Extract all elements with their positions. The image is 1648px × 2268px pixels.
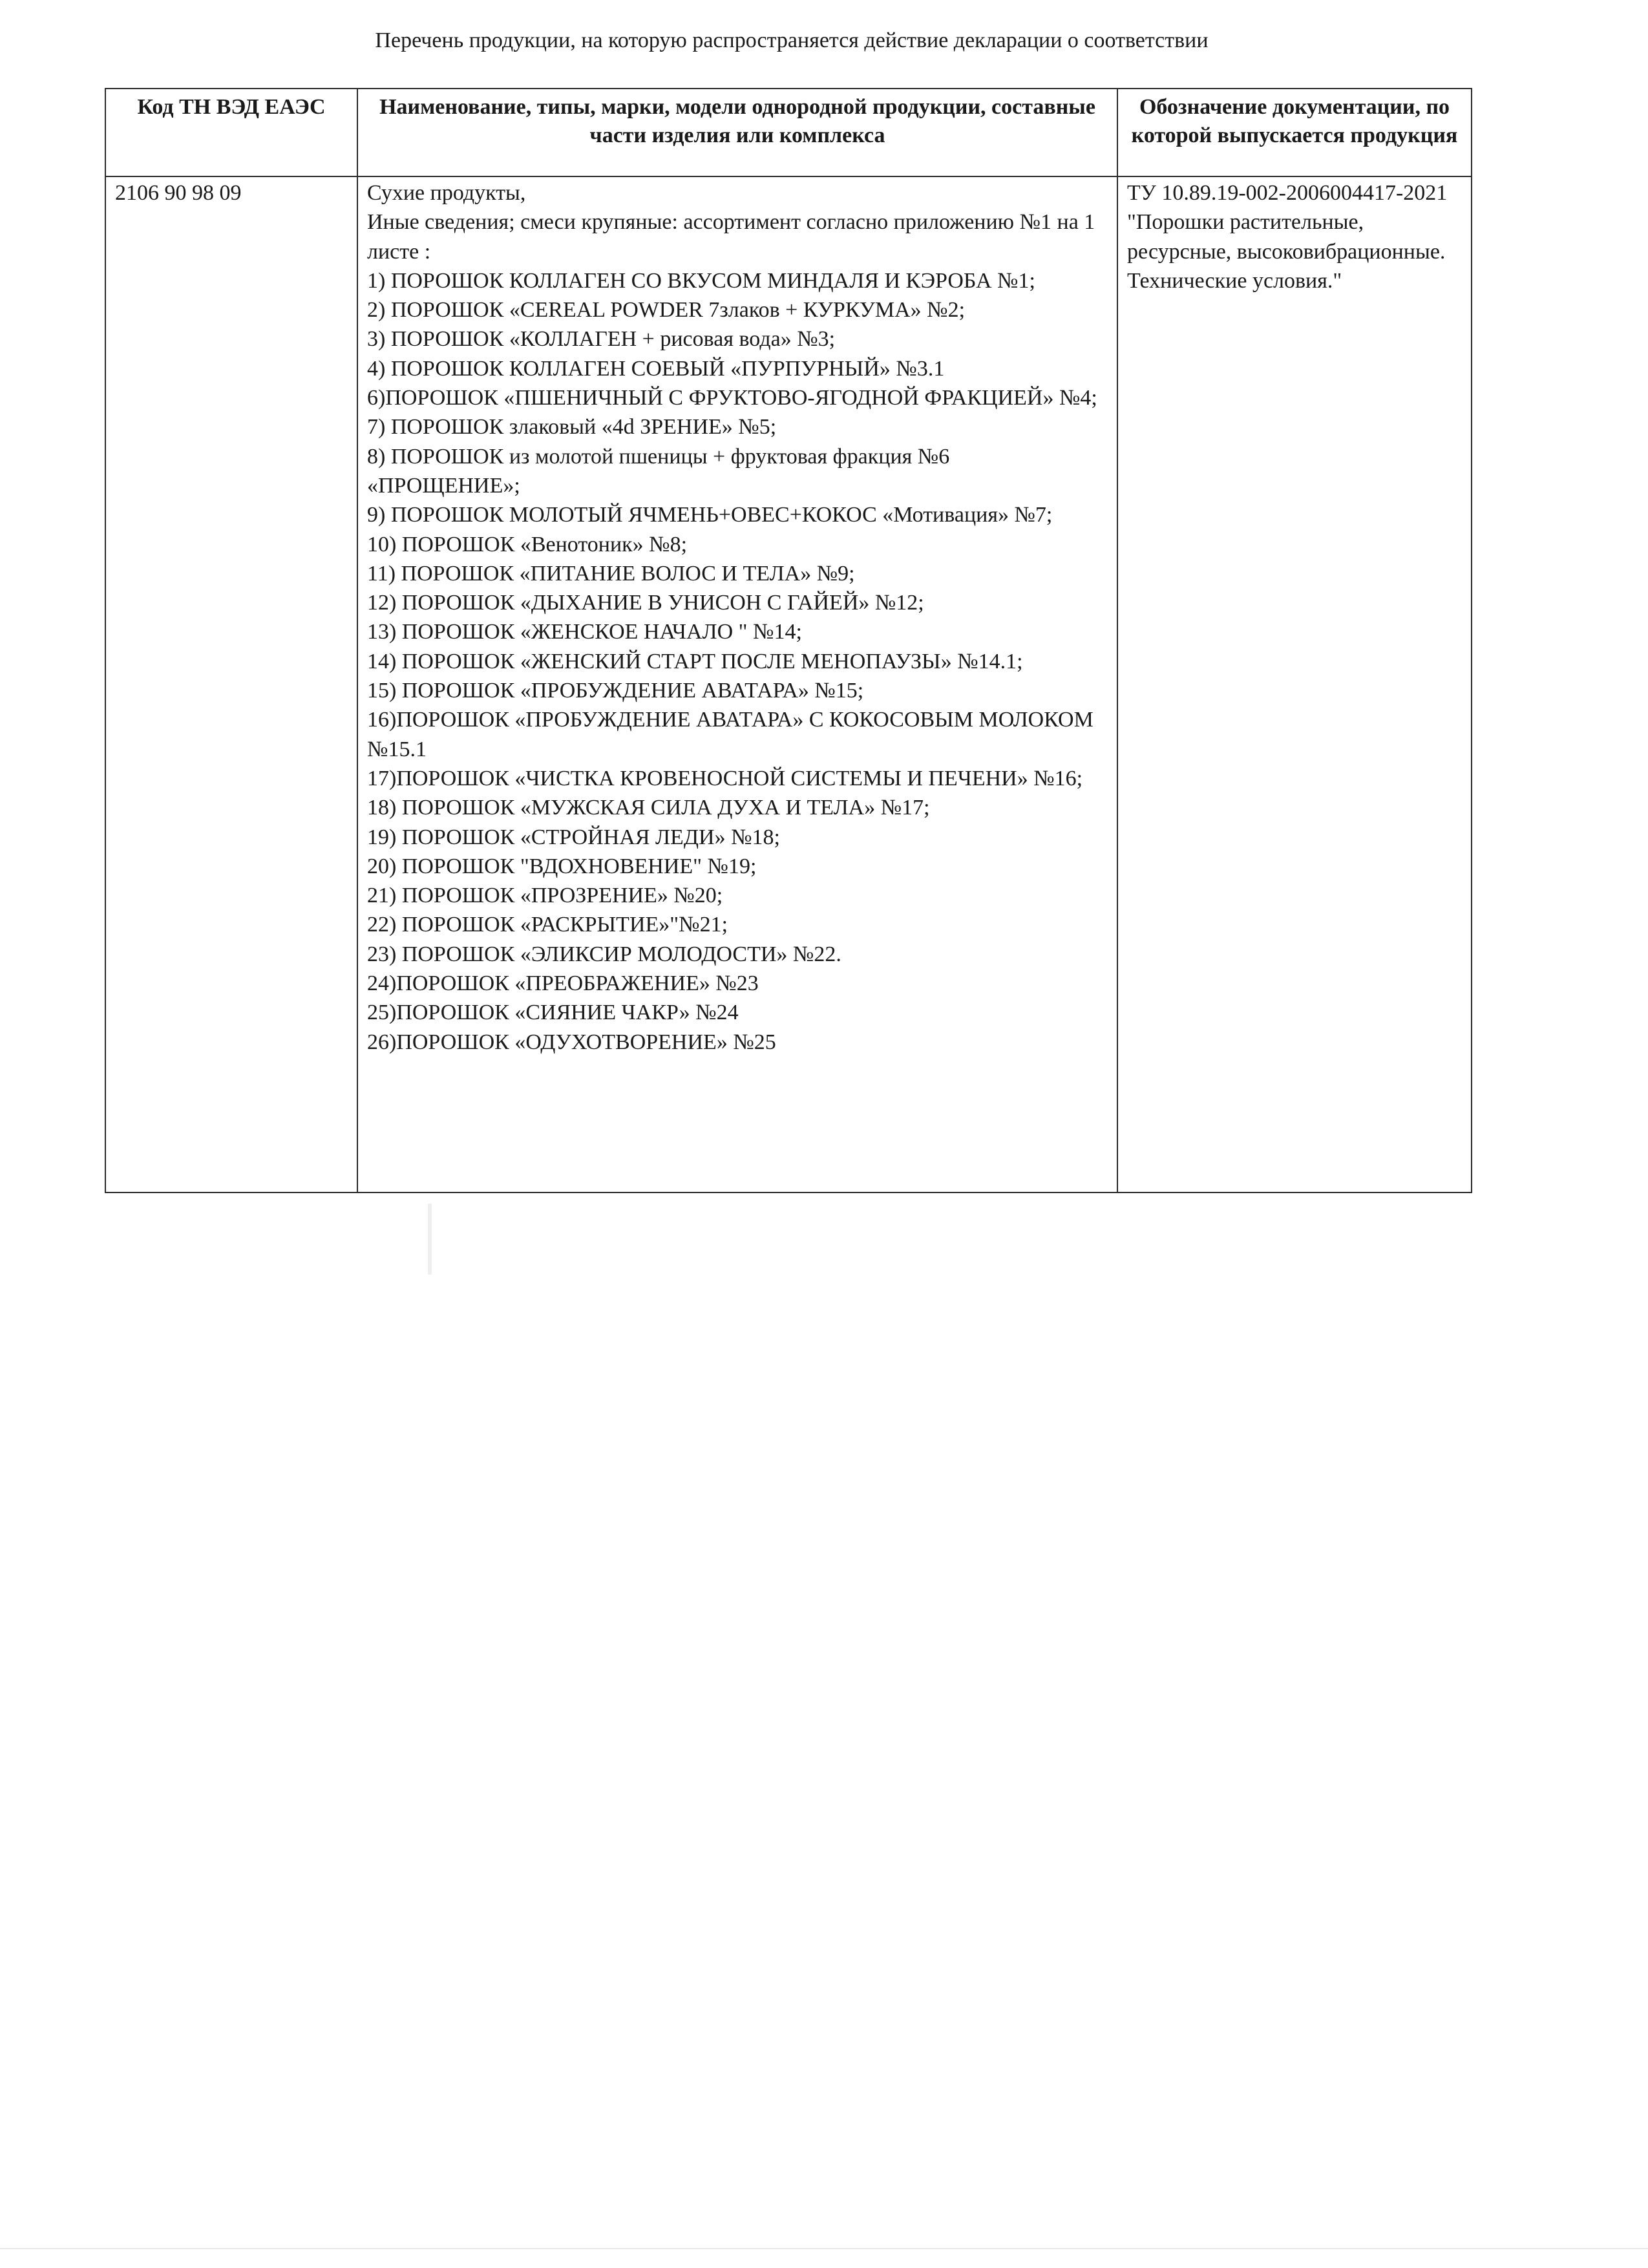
table-header-row — [105, 89, 1472, 176]
name-line: 1) ПОРОШОК КОЛЛАГЕН СО ВКУСОМ МИНДАЛЯ И КЭРОБА №1; — [367, 268, 1035, 293]
name-line: 15) ПОРОШОК «ПРОБУЖДЕНИЕ АВАТАРА» №15; — [367, 679, 864, 703]
header-code: Код ТН ВЭД ЕАЭС — [105, 89, 357, 176]
name-line: 4) ПОРОШОК КОЛЛАГЕН СОЕВЫЙ «ПУРПУРНЫЙ» №3.1 — [367, 356, 945, 381]
name-line: 6)ПОРОШОК «ПШЕНИЧНЫЙ С ФРУКТОВО-ЯГОДНОЙ ФРАКЦИЕЙ» №4; — [367, 386, 1097, 410]
products-table — [105, 88, 1472, 1193]
name-line: 16)ПОРОШОК «ПРОБУЖДЕНИЕ АВАТАРА» С КОКОСОВЫМ МОЛОКОМ №15.1 — [367, 708, 1099, 761]
name-line: 25)ПОРОШОК «СИЯНИЕ ЧАКР» №24 — [367, 1001, 739, 1025]
name-line: 17)ПОРОШОК «ЧИСТКА КРОВЕНОСНОЙ СИСТЕМЫ И ПЕЧЕНИ» №16; — [367, 766, 1083, 790]
name-line: 7) ПОРОШОК злаковый «4d ЗРЕНИЕ» №5; — [367, 415, 777, 440]
name-cell — [357, 176, 1117, 1192]
name-line: 3) ПОРОШОК «КОЛЛАГЕН + рисовая вода» №3; — [367, 327, 836, 352]
page-heading: Перечень продукции, на которую распространяется действие декларации о соответствии — [375, 28, 1209, 52]
header-name: Наименование, типы, марки, модели однородной продукции, составные части изделия или комплекса — [357, 89, 1117, 176]
name-line: Иные сведения; смеси крупяные: ассортимент согласно приложению №1 на 1 листе : — [367, 210, 1101, 264]
scan-artifact — [428, 1203, 432, 1275]
name-line: 20) ПОРОШОК "ВДОХНОВЕНИЕ" №19; — [367, 854, 757, 878]
name-line: 24)ПОРОШОК «ПРЕОБРАЖЕНИЕ» №23 — [367, 971, 759, 996]
name-line: 18) ПОРОШОК «МУЖСКАЯ СИЛА ДУХА И ТЕЛА» №17; — [367, 796, 930, 820]
name-line: 26)ПОРОШОК «ОДУХОТВОРЕНИЕ» №25 — [367, 1030, 776, 1054]
name-line: 12) ПОРОШОК «ДЫХАНИЕ В УНИСОН С ГАЙЕЙ» №12; — [367, 591, 924, 615]
name-line: 14) ПОРОШОК «ЖЕНСКИЙ СТАРТ ПОСЛЕ МЕНОПАУЗЫ» №14.1; — [367, 649, 1023, 673]
documentation-cell: ТУ 10.89.19-002-2006004417-2021 "Порошки растительные, ресурсные, высоковибрационные. Технические условия." — [1117, 176, 1472, 1192]
name-line: 21) ПОРОШОК «ПРОЗРЕНИЕ» №20; — [367, 884, 723, 908]
name-line: 2) ПОРОШОК «CEREAL POWDER 7злаков + КУРКУМА» №2; — [367, 298, 966, 323]
name-line: 23) ПОРОШОК «ЭЛИКСИР МОЛОДОСТИ» №22. — [367, 942, 841, 966]
scan-artifact — [0, 2248, 1648, 2249]
name-line: 11) ПОРОШОК «ПИТАНИЕ ВОЛОС И ТЕЛА» №9; — [367, 561, 855, 586]
code-cell: 2106 90 98 09 — [105, 176, 357, 1192]
name-line: 13) ПОРОШОК «ЖЕНСКОЕ НАЧАЛО " №14; — [367, 620, 802, 644]
name-line: 19) ПОРОШОК «СТРОЙНАЯ ЛЕДИ» №18; — [367, 825, 780, 849]
name-line: 22) ПОРОШОК «РАСКРЫТИЕ»"№21; — [367, 913, 728, 937]
header-doc: Обозначение документации, по которой выпускается продукция — [1117, 89, 1472, 176]
name-line: 9) ПОРОШОК МОЛОТЫЙ ЯЧМЕНЬ+ОВЕС+КОКОС «Мотивация» №7; — [367, 503, 1053, 527]
name-line: 10) ПОРОШОК «Венотоник» №8; — [367, 532, 688, 556]
name-line: Сухие продукты, — [367, 181, 526, 205]
table-row — [105, 176, 1472, 1192]
name-line: 8) ПОРОШОК из молотой пшеницы + фруктовая фракция №6 «ПРОЩЕНИЕ»; — [367, 444, 955, 498]
